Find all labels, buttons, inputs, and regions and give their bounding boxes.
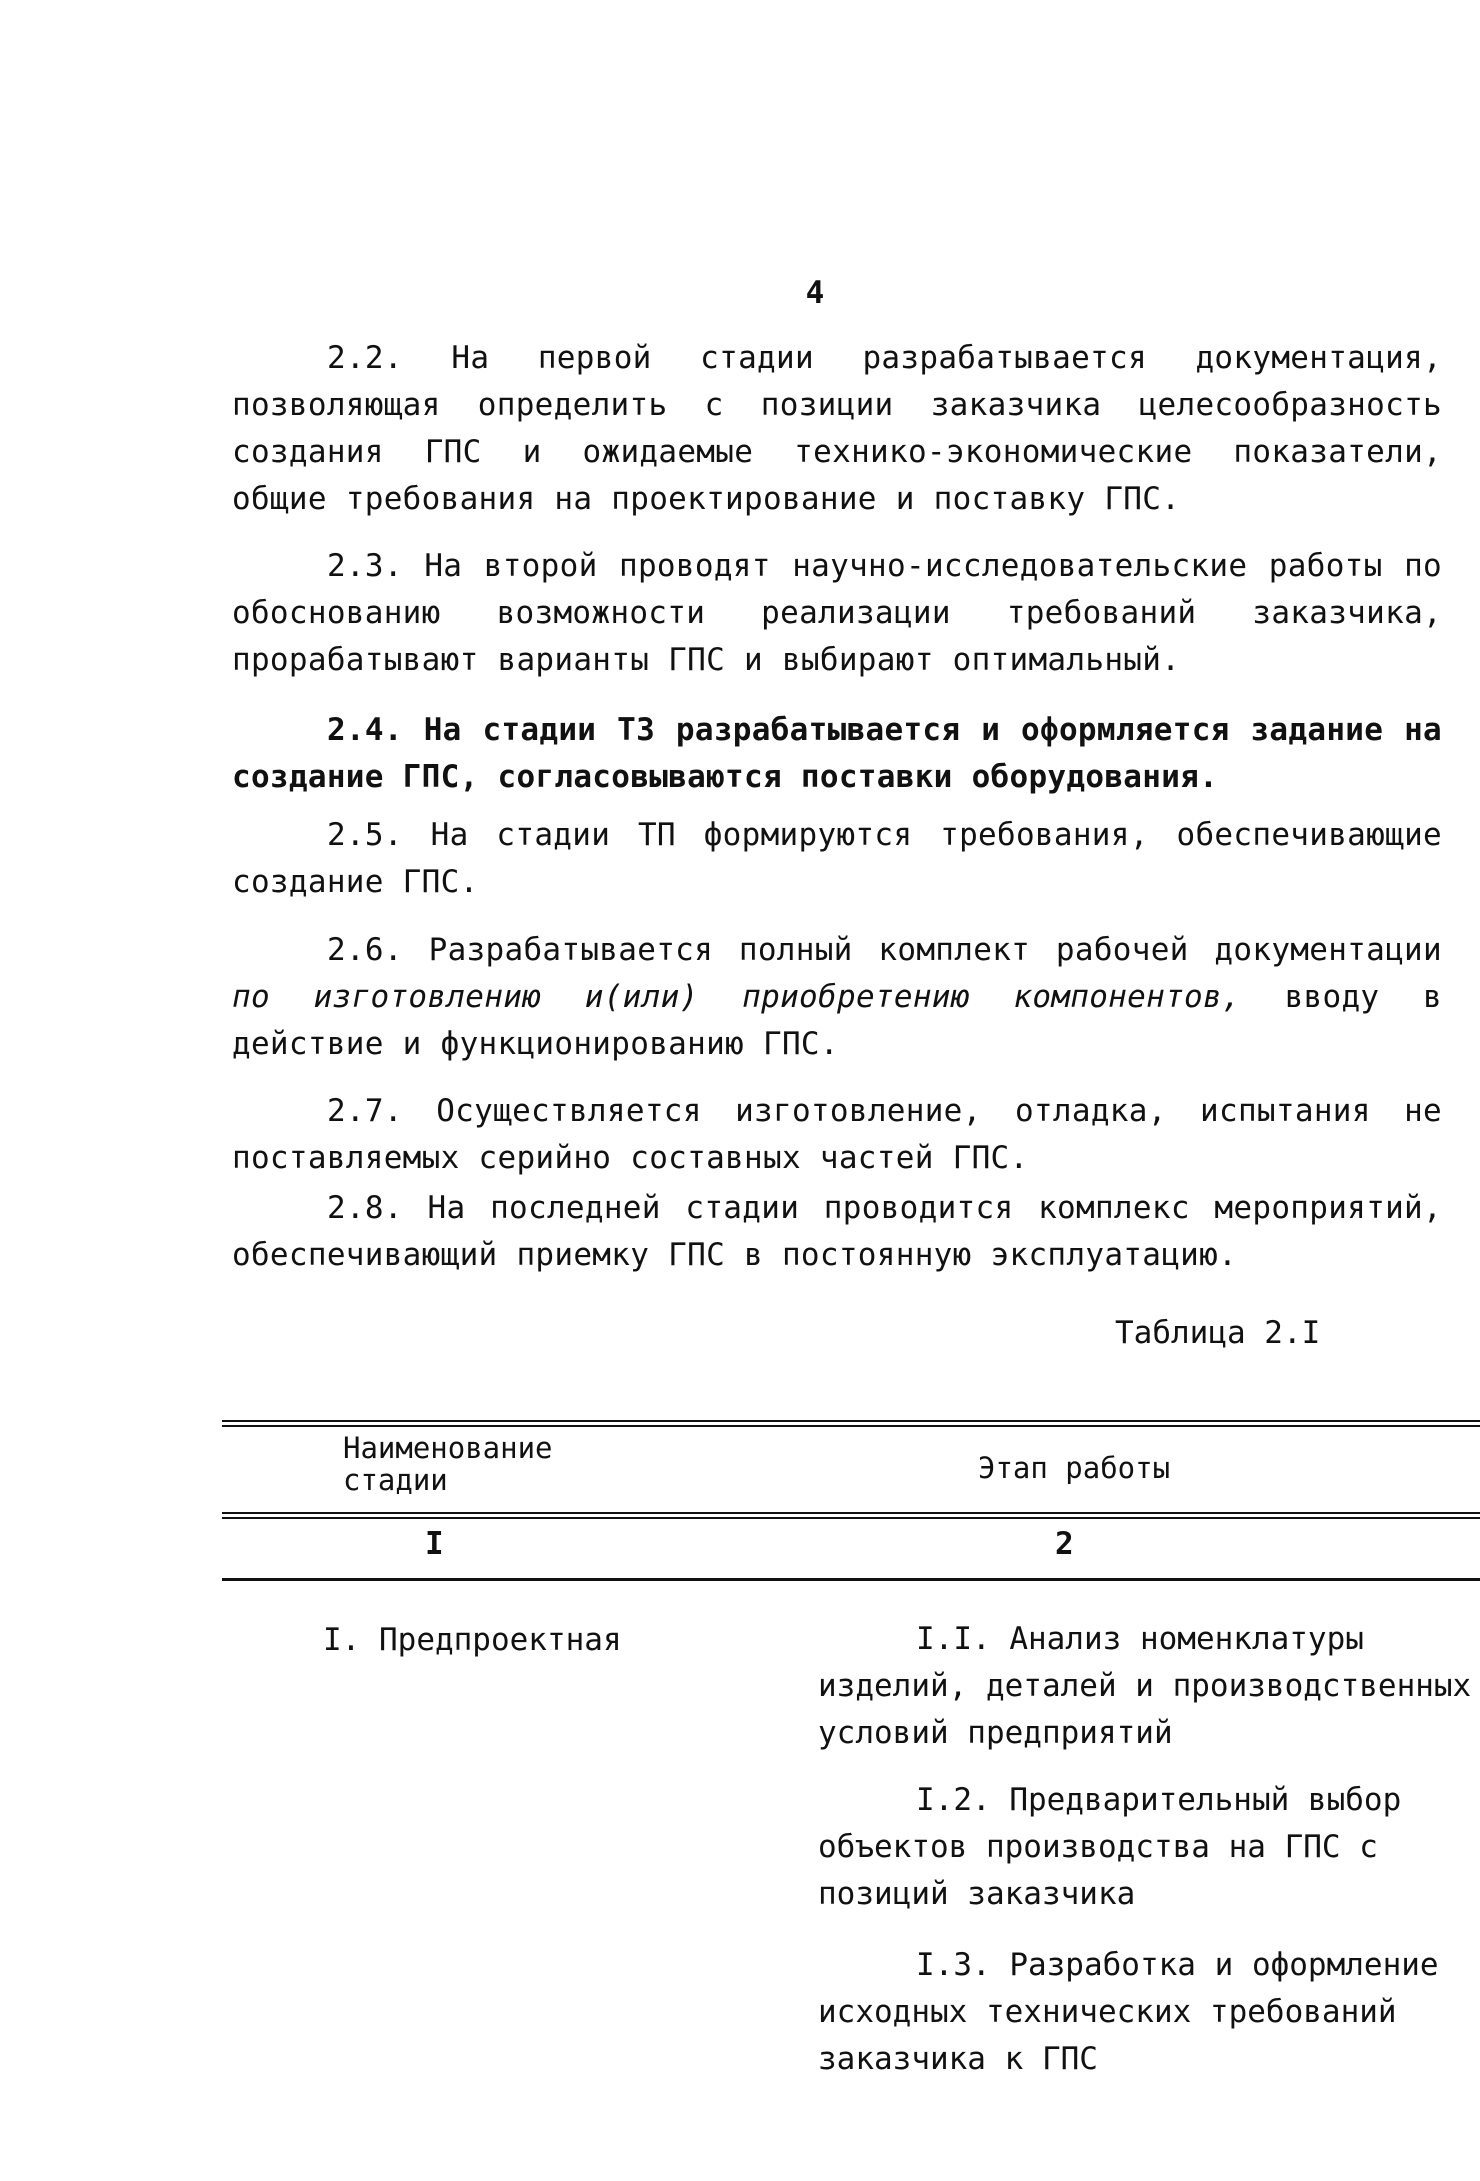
paragraph-2-3: 2.3. На второй проводят научно-исследовательские работы по обоснованию возможности реализации требований заказчика, прорабатывают варианты ГПС и выбирают оптимальный. [232,548,1442,678]
paragraph-2-6-italic: по изготовлению и(или) приобретению компонентов, [232,979,1241,1015]
paragraph-2-6 [232,927,1442,1068]
paragraph-2-2: 2.2. На первой стадии разрабатывается документация, позволяющая определить с позиции заказчика целесообразность создания ГПС и ожидаемые технико-экономические показатели, общие требования на проектирование и поставку ГПС. [232,340,1442,517]
paragraph-2-7: 2.7. Осуществляется изготовление, отладка, испытания не поставляемых серийно составных частей ГПС. [232,1093,1442,1176]
table-header-step: Этап работы [978,1451,1171,1485]
step-1-1: I.I. Анализ номенклатуры изделий, деталей и производственных условий предприятий [818,1621,1472,1751]
table-top-rule [222,1420,1480,1427]
paragraph-2-8: 2.8. На последней стадии проводится комплекс мероприятий, обеспечивающий приемку ГПС в постоянную эксплуатацию. [232,1190,1442,1273]
step-1-2: I.2. Предварительный выбор объектов производства на ГПС с позиций заказчика [818,1782,1402,1912]
step-1-3: I.3. Разработка и оформление исходных технических требований заказчика к ГПС [818,1947,1439,2077]
table-numbers-rule [222,1578,1480,1581]
table-header-stage: Наименование стадии [343,1431,553,1497]
paragraph-2-5: 2.5. На стадии ТП формируются требования, обеспечивающие создание ГПС. [232,817,1442,900]
column-number-2: 2 [1055,1526,1074,1562]
paragraph-2-6-part2: вводу в действие и функционированию ГПС. [232,979,1442,1062]
paragraph-2-6-part1: 2.6. Разрабатывается полный комплект рабочей документации [327,932,1442,968]
table-caption: Таблица 2.I [1115,1315,1321,1351]
paragraph-2-4: 2.4. На стадии ТЗ разрабатывается и оформляется задание на создание ГПС, согласовываются поставки оборудования. [232,712,1442,795]
page-number: 4 [805,275,825,311]
stage-name: I. Предпроектная [323,1622,622,1658]
column-number-1: I [425,1526,444,1562]
table-header-rule [222,1512,1480,1519]
